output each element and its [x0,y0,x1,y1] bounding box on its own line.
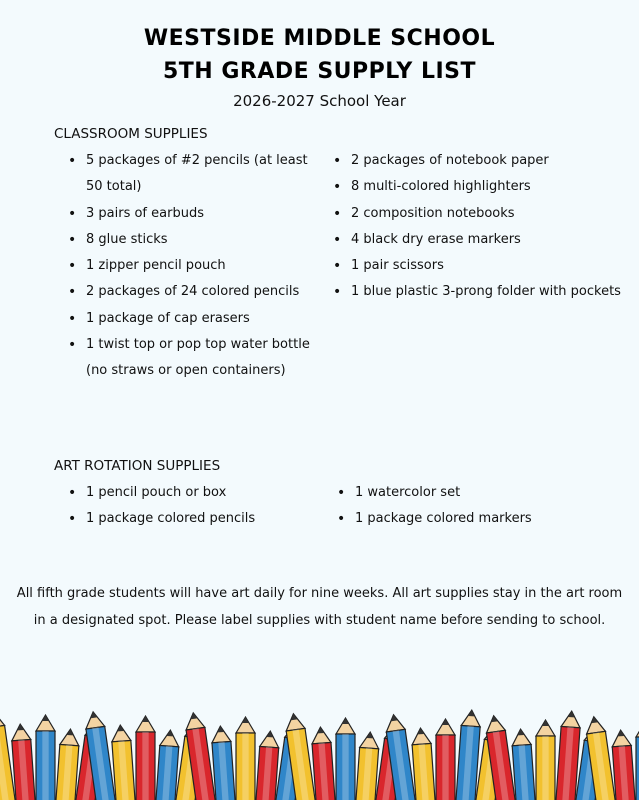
list-item: • 1 blue plastic 3-prong folder with pockets [333,279,633,305]
pencil-icon [536,720,555,800]
pencil-icon [36,715,55,800]
title-line-2: 5TH GRADE SUPPLY LIST [162,59,477,84]
list-item: • 8 glue sticks [68,227,318,253]
pencil-icon [511,729,535,800]
pencil-icon [311,727,335,800]
pencil-icon [236,717,255,800]
list-item: • 5 packages of #2 pencils (at least 50 total) [68,148,318,201]
pencil-icon [111,725,135,800]
pencil-icon [156,730,180,800]
list-item: • 1 watercolor set [337,480,627,506]
pencil-icon [211,726,235,800]
title-line-1: WESTSIDE MIDDLE SCHOOL [143,26,496,51]
pencil-icon [411,728,435,800]
pencil-icon [56,729,80,800]
pencil-icon [11,724,36,800]
list-item: • 2 composition notebooks [333,201,633,227]
pencil-icon [611,730,635,800]
pencil-icon [436,719,455,800]
classroom-supplies-left-list [68,148,318,385]
pencil-icon [336,718,355,800]
classroom-supplies-right-list [333,148,633,306]
list-item: • 1 package colored markers [337,506,627,532]
list-item: • 1 zipper pencil pouch [68,253,318,279]
pencil-icon [256,731,280,800]
list-item: • 1 twist top or pop top water bottle (no straws or open containers) [68,332,318,385]
school-year: 2026-2027 School Year [233,92,406,110]
list-item: • 1 package colored pencils [68,506,318,532]
art-supplies-left-list [68,480,318,533]
list-item: • 1 pencil pouch or box [68,480,318,506]
art-note-paragraph: All fifth grade students will have art daily for nine weeks. All art supplies stay in the art room in a designated spot. Please label supplies with student name before sending to school. [16,586,623,628]
list-item: • 8 multi-colored highlighters [333,174,633,200]
art-supplies-right-list [337,480,627,533]
list-item: • 2 packages of notebook paper [333,148,633,174]
art-supplies-heading: ART ROTATION SUPPLIES [54,458,221,474]
list-item: • 3 pairs of earbuds [68,201,318,227]
list-item: • 2 packages of 24 colored pencils [68,279,318,305]
list-item: • 4 black dry erase markers [333,227,633,253]
pencil-icon [136,716,155,800]
pencil-icon [356,732,380,800]
list-item: • 1 package of cap erasers [68,306,318,332]
classroom-supplies-heading: CLASSROOM SUPPLIES [54,126,208,142]
list-item: • 1 pair scissors [333,253,633,279]
pencil-border-decoration [0,700,639,800]
